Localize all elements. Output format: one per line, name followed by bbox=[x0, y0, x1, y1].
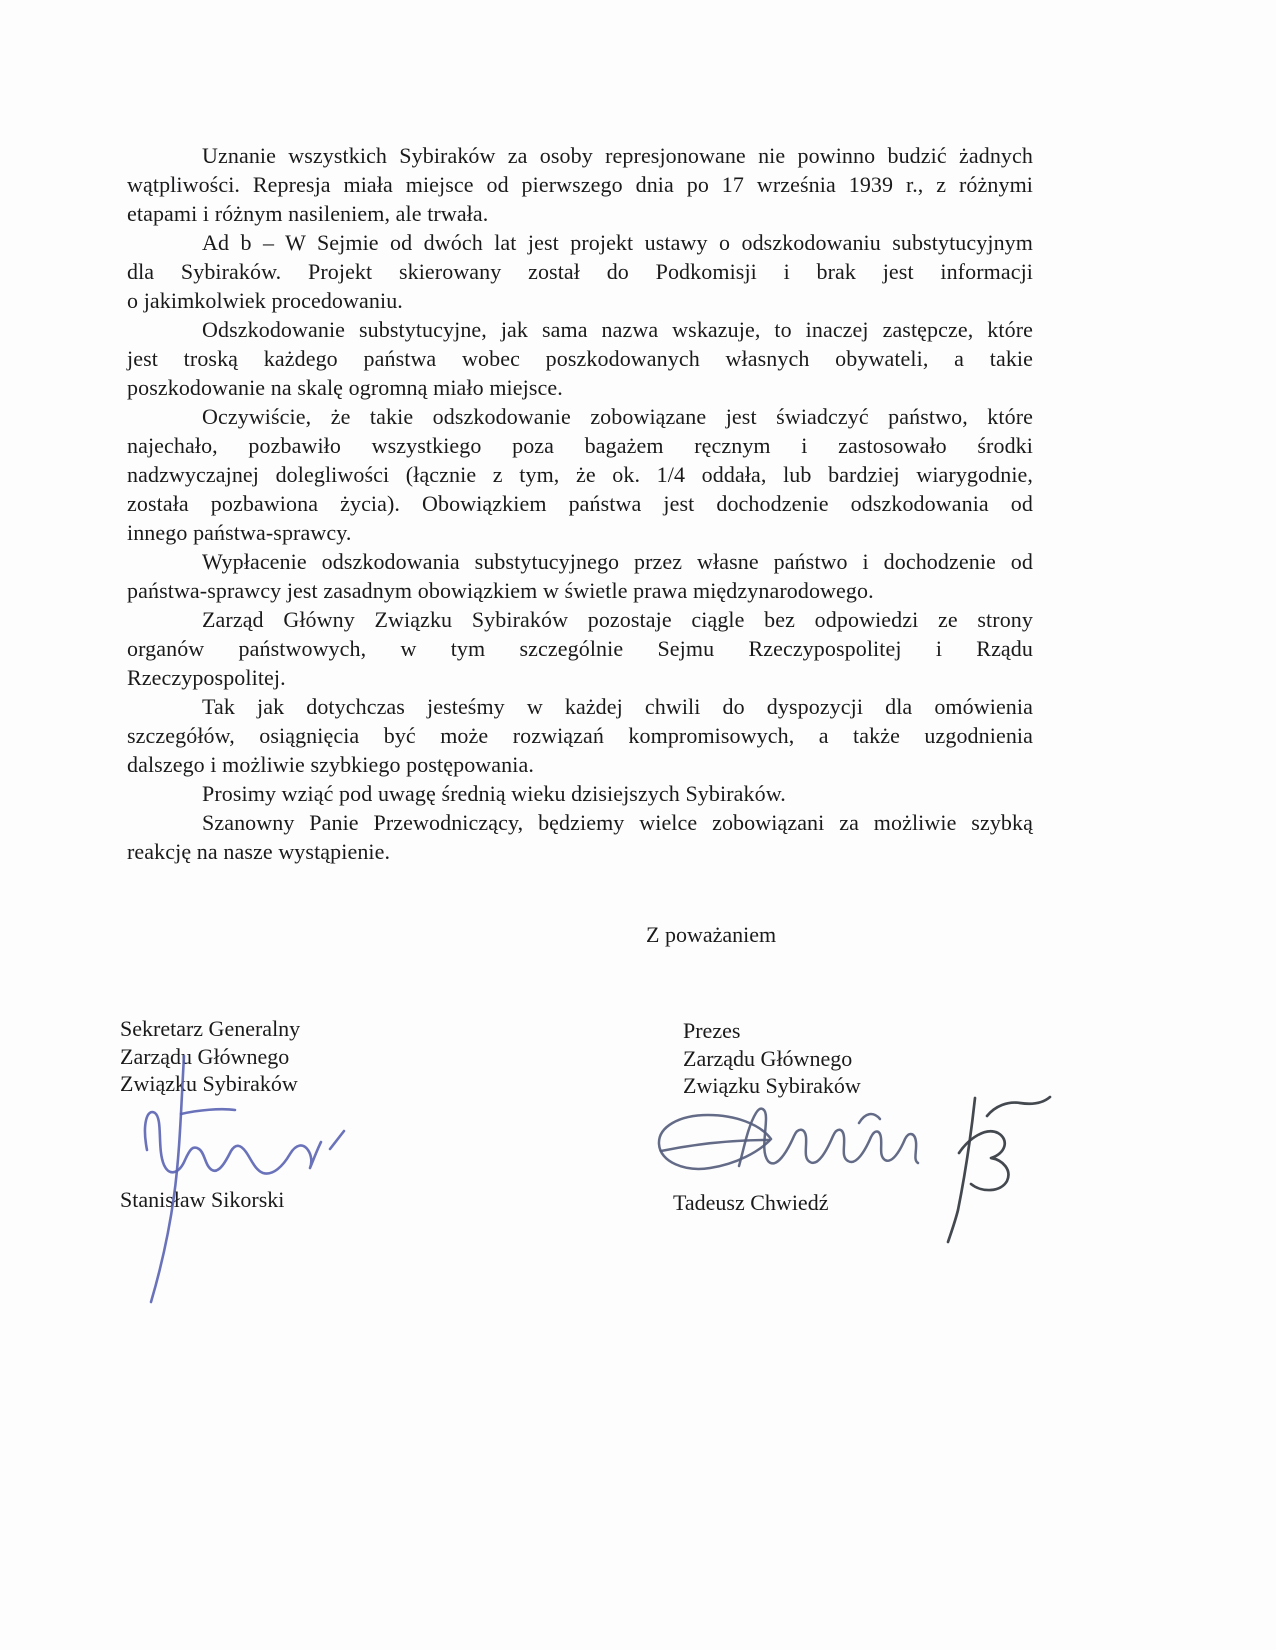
signature-stroke bbox=[330, 1131, 344, 1149]
body-text-line: wątpliwości. Represja miała miejsce od pierwszego dnia po 17 września 1939 r., z różnymi bbox=[127, 172, 1033, 197]
body-text-line: Odszkodowanie substytucyjne, jak sama nazwa wskazuje, to inaczej zastępcze, które bbox=[202, 317, 1033, 342]
signature-stroke bbox=[948, 1098, 975, 1242]
signature-ink-right-dark bbox=[948, 1097, 1050, 1242]
body-text-line: najechało, pozbawiło wszystkiego poza bagażem ręcznym i zastosowało środki bbox=[127, 433, 1033, 458]
paragraph bbox=[127, 808, 1033, 866]
paragraph bbox=[127, 605, 1033, 692]
body-text-line: jest troską każdego państwa wobec poszkodowanych własnych obywateli, a takie bbox=[127, 346, 1033, 371]
body-text-line: etapami i różnym nasileniem, ale trwała. bbox=[127, 201, 489, 226]
body-text-line: innego państwa-sprawcy. bbox=[127, 520, 352, 545]
signature-stroke bbox=[859, 1114, 880, 1123]
body-text-line: dalszego i możliwie szybkiego postępowania. bbox=[127, 752, 534, 777]
body-text-line: państwa-sprawcy jest zasadnym obowiązkiem w świetle prawa międzynarodowego. bbox=[127, 578, 874, 603]
signatory-name-left: Stanisław Sikorski bbox=[120, 1187, 285, 1212]
body-text-line: Uznanie wszystkich Sybiraków za osoby represjonowane nie powinno budzić żadnych bbox=[202, 143, 1033, 168]
body-text-line: reakcję na nasze wystąpienie. bbox=[127, 839, 391, 864]
body-text-line: Ad b – W Sejmie od dwóch lat jest projekt ustawy o odszkodowaniu substytucyjnym bbox=[202, 230, 1033, 255]
signature-stroke bbox=[987, 1097, 1050, 1116]
signature-stroke bbox=[145, 1112, 321, 1173]
signature-stroke bbox=[739, 1109, 918, 1166]
signature-stroke bbox=[181, 1109, 235, 1114]
signatory-title-line: Zarządu Głównego bbox=[683, 1045, 853, 1071]
signatory-title-line: Związku Sybiraków bbox=[120, 1071, 298, 1097]
signature-block-right-titles bbox=[683, 1017, 861, 1100]
body-text-line: szczegółów, osiągnięcia być może rozwiązań kompromisowych, a także uzgodnienia bbox=[127, 723, 1033, 748]
body-text-line: Prosimy wziąć pod uwagę średnią wieku dzisiejszych Sybiraków. bbox=[202, 781, 786, 806]
body-text-line: Oczywiście, że takie odszkodowanie zobowiązane jest świadczyć państwo, które bbox=[202, 404, 1033, 429]
body-text-line: została pozbawiona życia). Obowiązkiem państwa jest dochodzenie odszkodowania od bbox=[127, 491, 1033, 516]
paragraph bbox=[127, 402, 1033, 547]
letter-body bbox=[127, 141, 1033, 866]
body-text-line: Szanowny Panie Przewodniczący, będziemy wielce zobowiązani za możliwie szybką bbox=[202, 810, 1033, 835]
body-text-line: Zarząd Główny Związku Sybiraków pozostaje ciągle bez odpowiedzi ze strony bbox=[202, 607, 1033, 632]
paragraph bbox=[127, 141, 1033, 228]
signatory-title-line: Związku Sybiraków bbox=[683, 1073, 861, 1099]
paragraph bbox=[127, 779, 1033, 808]
body-text-line: Tak jak dotychczas jesteśmy w każdej chwili do dyspozycji dla omówienia bbox=[202, 694, 1033, 719]
signature-stroke bbox=[659, 1115, 771, 1169]
signatory-title-line: Sekretarz Generalny bbox=[120, 1016, 301, 1041]
signatory-name-right: Tadeusz Chwiedź bbox=[673, 1190, 829, 1215]
paragraph bbox=[127, 228, 1033, 315]
paragraph bbox=[127, 315, 1033, 402]
body-text-line: o jakimkolwiek procedowaniu. bbox=[127, 288, 403, 313]
signature-block-left-titles bbox=[120, 1015, 300, 1098]
body-text-line: Wypłacenie odszkodowania substytucyjnego przez własne państwo i dochodzenie od bbox=[202, 549, 1033, 574]
body-text-line: poszkodowanie na skalę ogromną miało miejsce. bbox=[127, 375, 563, 400]
body-text-line: dla Sybiraków. Projekt skierowany został do Podkomisji i brak jest informacji bbox=[127, 259, 1033, 284]
paragraph bbox=[127, 547, 1033, 605]
signature-stroke bbox=[661, 1140, 769, 1151]
body-text-line: nadzwyczajnej dolegliwości (łącznie z tym, że ok. 1/4 oddała, lub bardziej wiarygodnie, bbox=[127, 462, 1033, 487]
body-text-line: Rzeczypospolitej. bbox=[127, 665, 286, 690]
closing-salutation: Z poważaniem bbox=[646, 922, 777, 947]
body-text-line: organów państwowych, w tym szczególnie Sejmu Rzeczypospolitej i Rządu bbox=[127, 636, 1033, 661]
signatory-title-line: Zarządu Głównego bbox=[120, 1043, 290, 1069]
signature-stroke bbox=[959, 1131, 1008, 1190]
signature-ink-right-main bbox=[659, 1109, 918, 1169]
signatory-title-line: Prezes bbox=[683, 1018, 741, 1043]
paragraph bbox=[127, 692, 1033, 779]
